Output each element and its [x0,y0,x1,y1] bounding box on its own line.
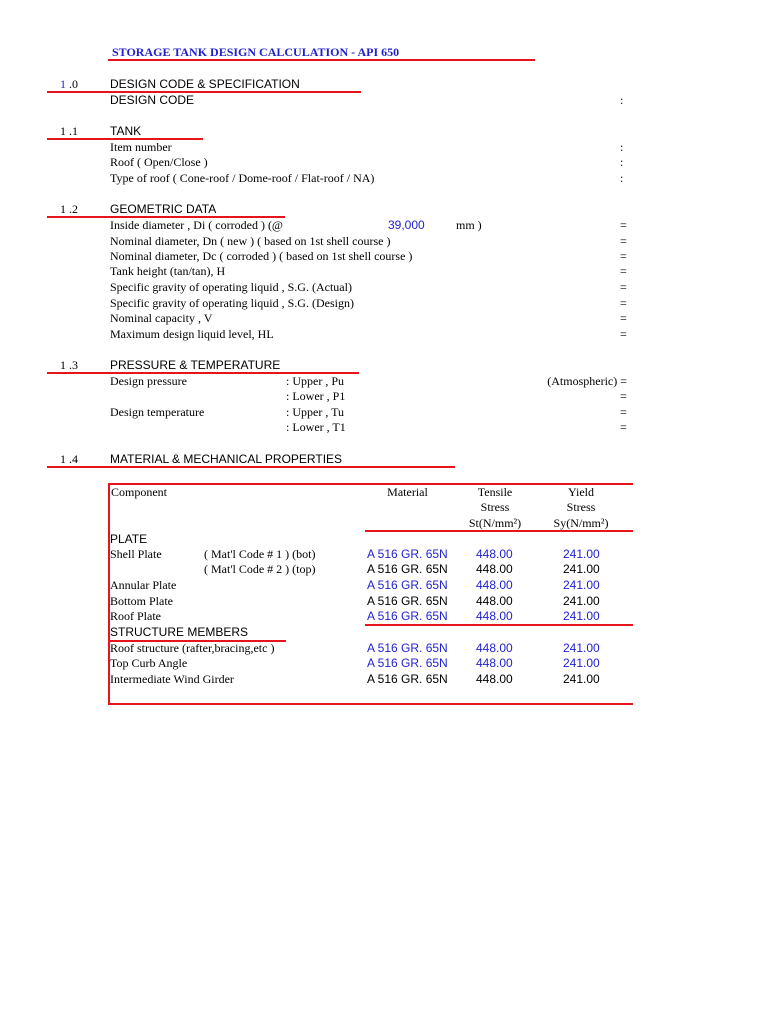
row-label: Item number [110,140,172,154]
section-number-sub: .0 [69,77,78,91]
group-label-plate: PLATE [110,532,148,546]
table-row-material: A 516 GR. 65N [367,547,448,561]
table-row-tensile: 448.00 [476,594,513,608]
page-title: STORAGE TANK DESIGN CALCULATION - API 650 [112,45,400,59]
column-header-yield: Stress [566,500,596,514]
table-row-material: A 516 GR. 65N [367,609,448,623]
upper-pressure-label: : Upper , Pu [286,374,344,388]
row-label: Nominal diameter, Dc ( corroded ) ( based on 1st shell course ) [110,249,413,263]
table-row-material: A 516 GR. 65N [367,578,448,592]
section-heading-tank: TANK [110,124,142,138]
section-heading-geometric-data: GEOMETRIC DATA [110,202,217,216]
row-label: Tank height (tan/tan), H [110,264,226,278]
upper-temperature-label: : Upper , Tu [286,405,345,419]
section-heading-design-code: DESIGN CODE & SPECIFICATION [110,77,300,91]
corroded-diameter-unit: mm ) [456,218,482,232]
section-underline-1-4 [47,466,455,468]
row-separator: : [620,93,624,107]
section-number-1-4: 1 .4 [60,452,78,466]
table-row-yield: 241.00 [563,547,600,561]
table-row-tensile: 448.00 [476,672,513,686]
table-row-component: Roof structure (rafter,bracing,etc ) [110,641,275,655]
table-row-component: Top Curb Angle [110,656,188,670]
section-number-1-1: 1 .1 [60,124,78,138]
row-label: Roof ( Open/Close ) [110,155,208,169]
column-header-component: Component [111,485,167,499]
row-label: Nominal capacity , V [110,311,213,325]
row-separator: : [620,155,624,169]
corroded-diameter-value: 39,000 [388,218,425,232]
table-row-component: Roof Plate [110,609,161,623]
section-number-1-0 [60,77,78,91]
column-header-material: Material [387,485,428,499]
section-number-1-3: 1 .3 [60,358,78,372]
table-row-material: A 516 GR. 65N [367,562,448,576]
row-separator: : [620,140,624,154]
table-row-tensile: 448.00 [476,562,513,576]
row-label: Type of roof ( Cone-roof / Dome-roof / Flat-roof / NA) [110,171,375,185]
title-underline [108,59,535,61]
lower-temperature-label: : Lower , T1 [286,420,346,434]
lower-pressure-label: : Lower , P1 [286,389,346,403]
table-row-material: A 516 GR. 65N [367,656,448,670]
table-bottom-border [108,703,633,705]
table-row-component: Bottom Plate [110,594,173,608]
table-row-code: ( Mat'l Code # 1 ) (bot) [204,547,316,561]
row-separator: = [620,249,627,263]
section-heading-material-properties: MATERIAL & MECHANICAL PROPERTIES [110,452,343,466]
row-separator: = [620,296,627,310]
row-separator: = [620,405,627,419]
group-label-structure-members: STRUCTURE MEMBERS [110,625,249,639]
table-row-tensile: 448.00 [476,609,513,623]
row-label: Specific gravity of operating liquid , S.G. (Design) [110,296,354,310]
row-label: DESIGN CODE [110,93,195,107]
row-separator: = [620,311,627,325]
section-number-main: 1 [60,77,66,91]
table-row-material: A 516 GR. 65N [367,672,448,686]
table-row-yield: 241.00 [563,594,600,608]
row-separator: = [620,389,627,403]
table-row-yield: 241.00 [563,656,600,670]
column-header-yield: Sy(N/mm²) [553,516,609,530]
table-row-tensile: 448.00 [476,578,513,592]
row-separator: : [620,171,624,185]
design-pressure-label: Design pressure [110,374,187,388]
table-row-component: Annular Plate [110,578,177,592]
table-row-material: A 516 GR. 65N [367,641,448,655]
table-row-yield: 241.00 [563,609,600,623]
table-row-tensile: 448.00 [476,656,513,670]
column-header-tensile: Stress [480,500,510,514]
row-separator: = [620,218,627,232]
row-label: Maximum design liquid level, HL [110,327,274,341]
design-temperature-label: Design temperature [110,405,205,419]
column-header-yield: Yield [568,485,594,499]
column-header-tensile: Tensile [477,485,513,499]
table-row-yield: 241.00 [563,578,600,592]
row-separator: = [620,420,627,434]
atmospheric-label: (Atmospheric) = [547,374,627,388]
row-label: Inside diameter , Di ( corroded ) (@ [110,218,283,232]
header-divider [365,530,633,532]
row-separator: = [620,280,627,294]
group-divider-right [365,624,633,626]
section-number-1-2: 1 .2 [60,202,78,216]
table-row-component: Shell Plate [110,547,162,561]
row-label: Nominal diameter, Dn ( new ) ( based on 1st shell course ) [110,234,391,248]
section-underline-1-0 [47,91,361,93]
row-separator: = [620,327,627,341]
row-separator: = [620,264,627,278]
table-row-yield: 241.00 [563,562,600,576]
table-row-code: ( Mat'l Code # 2 ) (top) [204,562,316,576]
table-row-tensile: 448.00 [476,547,513,561]
table-row-yield: 241.00 [563,672,600,686]
column-header-tensile: St(N/mm²) [468,516,522,530]
table-row-yield: 241.00 [563,641,600,655]
table-row-material: A 516 GR. 65N [367,594,448,608]
table-row-component: Intermediate Wind Girder [110,672,234,686]
section-heading-pressure-temperature: PRESSURE & TEMPERATURE [110,358,281,372]
row-label: Specific gravity of operating liquid , S.G. (Actual) [110,280,352,294]
row-separator: = [620,234,627,248]
table-row-tensile: 448.00 [476,641,513,655]
